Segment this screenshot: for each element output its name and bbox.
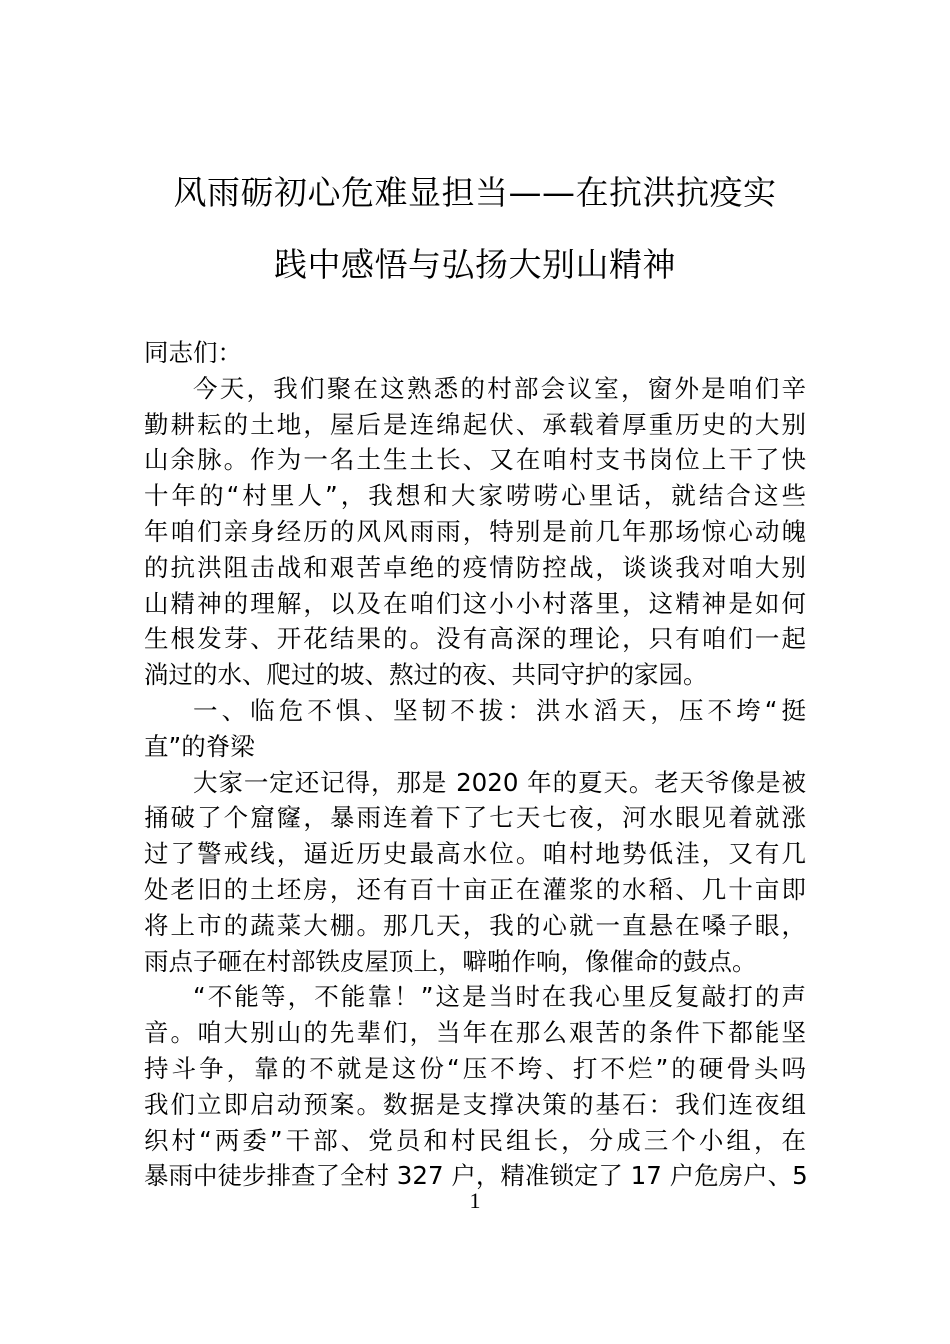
body-text-line: 处老旧的土坯房，还有百十亩正在灌浆的水稻、几十亩即 [144,875,806,904]
body-text-line: 直”的脊梁 [144,731,255,761]
body-text-line: “不能等，不能靠！”这是当时在我心里反复敲打的声 [193,982,806,1012]
body-text-line: 的抗洪阻击战和艰苦卓绝的疫情防控战，谈谈我对咱大别 [144,552,806,582]
body-text-line: 一、临危不惧、坚韧不拔：洪水滔天，压不垮“挺 [193,696,806,725]
body-text-line: 过了警戒线，逼近历史最高水位。咱村地势低洼，又有几 [144,839,806,869]
body-text-line: 织村“两委”干部、党员和村民组长，分成三个小组，在 [144,1125,806,1155]
body-text-line: 勤耕耘的土地，屋后是连绵起伏、承载着厚重历史的大别 [144,409,806,439]
document-title-line-1: 风雨砺初心危难显担当——在抗洪抗疫实 [173,173,777,212]
body-text-line: 将上市的蔬菜大棚。那几天，我的心就一直悬在嗓子眼， [144,910,806,940]
document-title-line-2: 践中感悟与弘扬大别山精神 [274,245,676,284]
body-text-line: 雨点子砸在村部铁皮屋顶上，噼啪作响，像催命的鼓点。 [144,946,757,976]
body-text-line: 生根发芽、开花结果的。没有高深的理论，只有咱们一起 [144,624,806,654]
body-text-line: 音。咱大别山的先辈们，当年在那么艰苦的条件下都能坚 [144,1018,806,1048]
body-text-line: 今天，我们聚在这熟悉的村部会议室，窗外是咱们辛 [193,373,806,403]
body-text-line: 淌过的水、爬过的坡、熬过的夜、共同守护的家园。 [144,660,708,690]
body-text-line: 山精神的理解，以及在咱们这小小村落里，这精神是如何 [144,588,806,618]
page-number: 1 [469,1188,481,1213]
body-text-line: 暴雨中徒步排查了全村 327 户，精准锁定了 17 户危房户、5 [144,1161,808,1191]
body-text-line: 同志们： [144,338,242,367]
body-text-line: 大家一定还记得，那是 2020 年的夏天。老天爷像是被 [193,767,806,797]
body-text-line: 山余脉。作为一名土生土长、又在咱村支书岗位上干了快 [144,445,806,475]
body-text-line: 年咱们亲身经历的风风雨雨，特别是前几年那场惊心动魄 [144,517,806,546]
body-text-line: 十年的“村里人”，我想和大家唠唠心里话，就结合这些 [144,481,806,511]
body-text-line: 持斗争，靠的不就是这份“压不垮、打不烂”的硬骨头吗 [144,1054,806,1083]
body-text-line: 捅破了个窟窿，暴雨连着下了七天七夜，河水眼见着就涨 [144,803,806,833]
body-text-line: 我们立即启动预案。数据是支撑决策的基石：我们连夜组 [144,1089,806,1119]
